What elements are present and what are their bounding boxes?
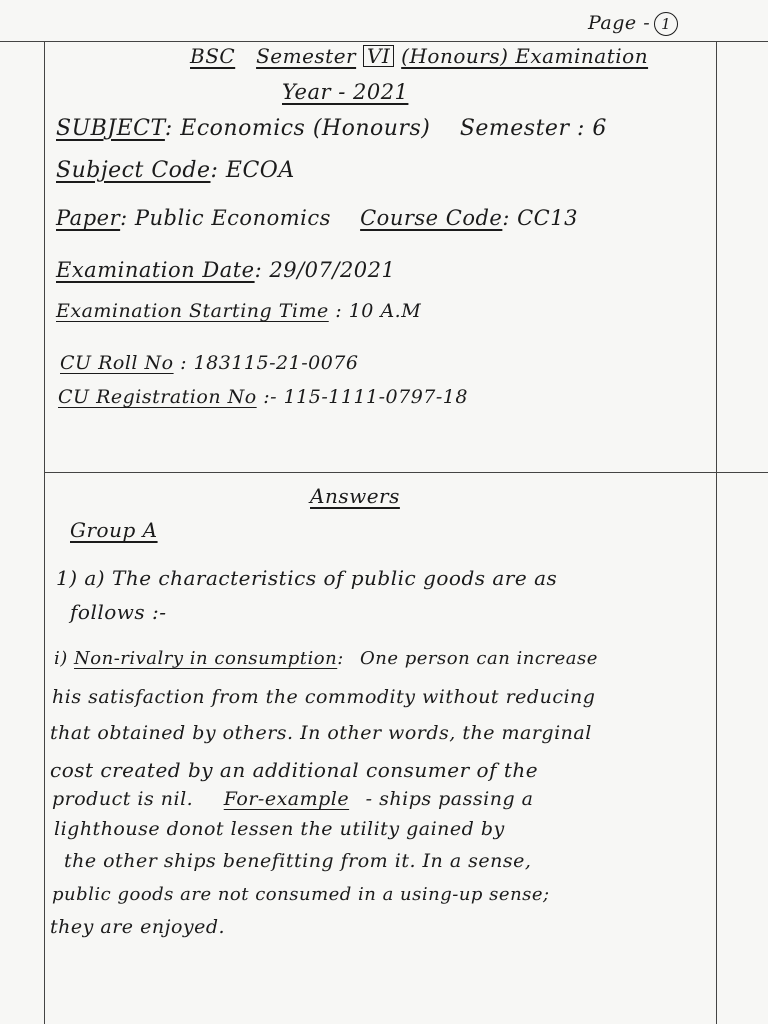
subject-row: [56, 116, 607, 141]
subject-code-value: : ECOA: [210, 158, 295, 183]
answer-line-9: they are enjoyed.: [50, 916, 226, 938]
answer-line-3: that obtained by others. In other words, the marginal: [50, 722, 592, 744]
exam-date-value: : 29/07/2021: [254, 258, 396, 282]
top-rule: [0, 41, 768, 42]
exam-date-row: [56, 258, 395, 282]
exam-time-value: : 10 A.M: [335, 300, 422, 322]
subject-label: SUBJECT: [56, 116, 165, 141]
paper-label: Paper: [56, 206, 121, 230]
registration-value: :- 115-1111-0797-18: [263, 386, 468, 408]
answer-line-4: cost created by an additional consumer of the: [50, 758, 539, 782]
answer-line-8: public goods are not consumed in a using-up sense;: [52, 884, 550, 905]
exam-date-label: Examination Date: [56, 258, 255, 282]
page-number-value: 1: [654, 12, 678, 36]
group-heading: Group A: [70, 518, 158, 542]
subject-code-label: Subject Code: [56, 158, 211, 183]
exam-title: [190, 44, 648, 68]
roll-value: : 183115-21-0076: [180, 352, 359, 374]
year-line: Year - 2021: [282, 80, 409, 104]
registration-row: [58, 386, 468, 408]
subject-code-row: [56, 158, 295, 183]
question-label: 1) a): [56, 566, 106, 590]
answer-line-5b: - ships passing a: [365, 788, 534, 810]
section-divider-rule: [44, 472, 768, 473]
exam-time-label: Examination Starting Time: [56, 300, 329, 322]
question-intro-line-2: follows :-: [70, 600, 167, 624]
answer-line-5a: product is nil.: [52, 788, 194, 810]
semester-word: Semester: [256, 44, 357, 68]
question-intro: [56, 566, 557, 590]
answer-line-1: One person can increase: [360, 648, 598, 669]
answer-line-5: [52, 788, 533, 810]
exam-time-row: [56, 300, 421, 322]
left-margin-rule: [44, 41, 45, 1024]
for-example-label: For-example: [223, 788, 350, 810]
exam-prefix: BSC: [190, 44, 236, 68]
page-number: [588, 12, 678, 36]
point-label: i): [54, 648, 68, 669]
point-title-suffix: :: [337, 648, 344, 669]
answer-line-7: the other ships benefitting from it. In a sense,: [64, 850, 532, 872]
answer-line-2: his satisfaction from the commodity without reducing: [52, 686, 596, 708]
paper-value: : Public Economics: [120, 206, 331, 230]
answers-heading: Answers: [310, 484, 400, 508]
point-title: Non-rivalry in consumption: [74, 648, 338, 669]
roll-label: CU Roll No: [60, 352, 174, 374]
paper-row: [56, 206, 578, 230]
semester-label: Semester : 6: [459, 116, 607, 141]
exam-suffix: (Honours) Examination: [401, 44, 649, 68]
right-margin-rule: [716, 41, 717, 1024]
registration-label: CU Registration No: [58, 386, 257, 408]
question-intro-text-1: The characteristics of public goods are as: [111, 566, 558, 590]
semester-roman: VI: [363, 45, 394, 67]
subject-value: : Economics (Honours): [164, 116, 431, 141]
roll-row: [60, 352, 358, 374]
answer-point-1: [54, 648, 598, 669]
course-code-label: Course Code: [360, 206, 503, 230]
page-label: Page -: [588, 12, 651, 34]
answer-line-6: lighthouse donot lessen the utility gained by: [54, 818, 505, 840]
course-code-value: : CC13: [502, 206, 578, 230]
